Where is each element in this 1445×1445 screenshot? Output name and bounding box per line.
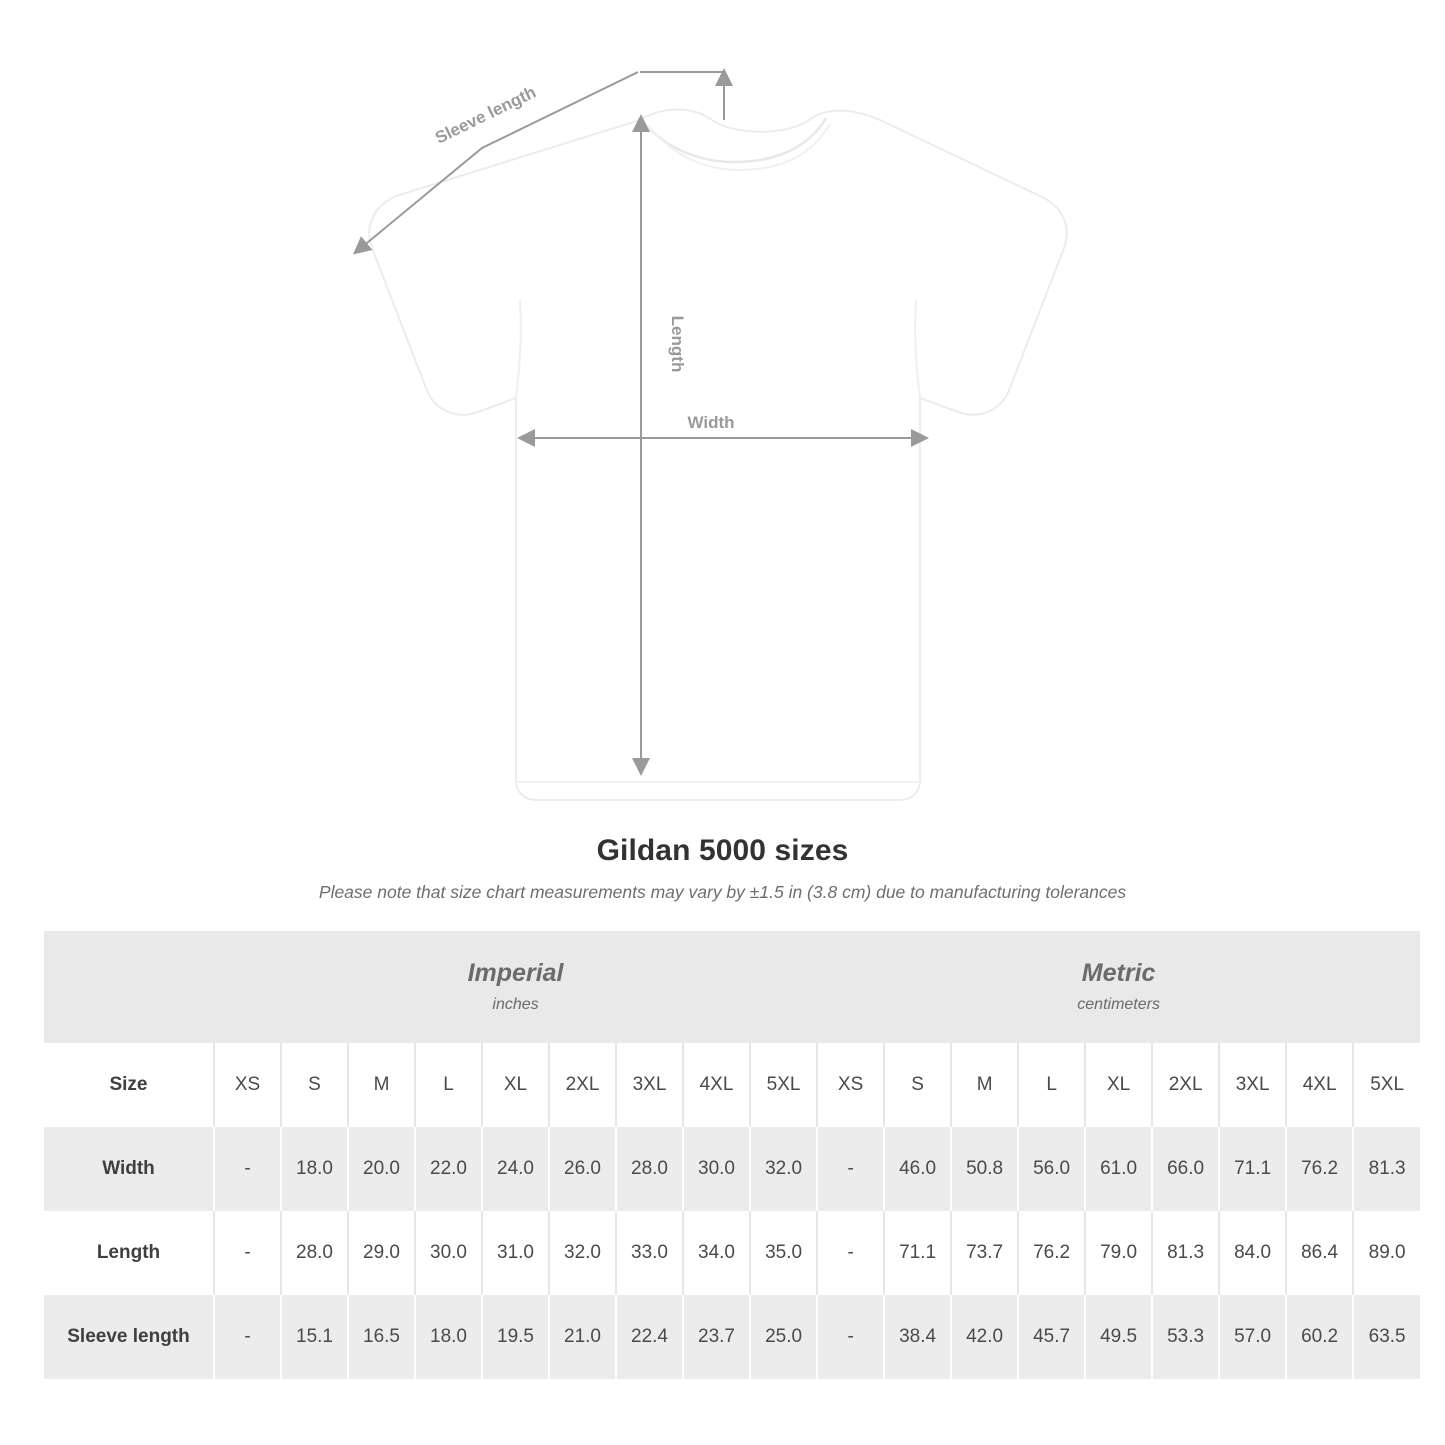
cell-width-in-s: 18.0 <box>281 1127 348 1211</box>
unit-group-imperial <box>214 931 817 1043</box>
cell-width-cm-xs: - <box>817 1127 884 1211</box>
cell-sleeve-in-m: 16.5 <box>348 1295 415 1379</box>
cell-sleeve-in-xl: 19.5 <box>482 1295 549 1379</box>
size-label-cell: Size <box>44 1043 214 1127</box>
cell-sleeve-cm-2xl: 53.3 <box>1152 1295 1219 1379</box>
row-label-width: Width <box>44 1127 214 1211</box>
cell-length-in-3xl: 33.0 <box>616 1211 683 1295</box>
length-label: Length <box>668 315 687 373</box>
cell-length-in-2xl: 32.0 <box>549 1211 616 1295</box>
cell-sleeve-cm-l: 45.7 <box>1018 1295 1085 1379</box>
cell-length-cm-5xl: 89.0 <box>1353 1211 1420 1295</box>
cell-length-in-l: 30.0 <box>415 1211 482 1295</box>
cell-width-cm-s: 46.0 <box>884 1127 951 1211</box>
cell-width-cm-m: 50.8 <box>951 1127 1018 1211</box>
chart-header <box>0 834 1445 903</box>
cell-width-in-4xl: 30.0 <box>683 1127 750 1211</box>
cell-length-in-xs: - <box>214 1211 281 1295</box>
cell-length-cm-m: 73.7 <box>951 1211 1018 1295</box>
cell-sleeve-in-5xl: 25.0 <box>750 1295 817 1379</box>
tolerance-note: Please note that size chart measurements may vary by ±1.5 in (3.8 cm) due to manufacturing tolerances <box>318 882 1127 902</box>
size-cell-imperial-4xl: 4XL <box>683 1043 750 1127</box>
cell-length-in-4xl: 34.0 <box>683 1211 750 1295</box>
size-cell-imperial-m: M <box>348 1043 415 1127</box>
unit-group-metric <box>817 931 1420 1043</box>
size-cell-metric-s: S <box>884 1043 951 1127</box>
size-cell-metric-5xl: 5XL <box>1353 1043 1420 1127</box>
table-row-width <box>44 1127 1420 1211</box>
size-chart-table <box>44 931 1420 1379</box>
cell-width-in-m: 20.0 <box>348 1127 415 1211</box>
cell-width-in-l: 22.0 <box>415 1127 482 1211</box>
cell-length-cm-2xl: 81.3 <box>1152 1211 1219 1295</box>
size-cell-imperial-5xl: 5XL <box>750 1043 817 1127</box>
cell-width-in-2xl: 26.0 <box>549 1127 616 1211</box>
cell-width-in-5xl: 32.0 <box>750 1127 817 1211</box>
cell-sleeve-cm-m: 42.0 <box>951 1295 1018 1379</box>
cell-length-cm-l: 76.2 <box>1018 1211 1085 1295</box>
cell-length-in-m: 29.0 <box>348 1211 415 1295</box>
table-row-length <box>44 1211 1420 1295</box>
cell-sleeve-cm-3xl: 57.0 <box>1219 1295 1286 1379</box>
unit-group-imperial-sub: inches <box>492 995 539 1013</box>
size-cell-metric-l: L <box>1018 1043 1085 1127</box>
table-row-sleeve-length <box>44 1295 1420 1379</box>
size-cell-metric-xs: XS <box>817 1043 884 1127</box>
cell-width-cm-3xl: 71.1 <box>1219 1127 1286 1211</box>
size-cell-imperial-l: L <box>415 1043 482 1127</box>
cell-length-cm-xl: 79.0 <box>1085 1211 1152 1295</box>
size-cell-imperial-3xl: 3XL <box>616 1043 683 1127</box>
size-cell-metric-2xl: 2XL <box>1152 1043 1219 1127</box>
unit-group-metric-sub: centimeters <box>1077 995 1160 1013</box>
cell-length-in-s: 28.0 <box>281 1211 348 1295</box>
cell-length-cm-3xl: 84.0 <box>1219 1211 1286 1295</box>
unit-group-metric-name: Metric <box>1081 959 1156 988</box>
cell-length-in-xl: 31.0 <box>482 1211 549 1295</box>
cell-sleeve-in-l: 18.0 <box>415 1295 482 1379</box>
cell-sleeve-cm-xl: 49.5 <box>1085 1295 1152 1379</box>
cell-width-cm-2xl: 66.0 <box>1152 1127 1219 1211</box>
cell-width-cm-xl: 61.0 <box>1085 1127 1152 1211</box>
cell-sleeve-in-2xl: 21.0 <box>549 1295 616 1379</box>
cell-width-in-3xl: 28.0 <box>616 1127 683 1211</box>
cell-length-cm-xs: - <box>817 1211 884 1295</box>
cell-sleeve-cm-xs: - <box>817 1295 884 1379</box>
row-label-sleeve-length: Sleeve length <box>44 1295 214 1379</box>
cell-sleeve-in-xs: - <box>214 1295 281 1379</box>
size-cell-metric-xl: XL <box>1085 1043 1152 1127</box>
cell-width-in-xs: - <box>214 1127 281 1211</box>
cell-sleeve-in-4xl: 23.7 <box>683 1295 750 1379</box>
width-label: Width <box>687 413 735 432</box>
cell-sleeve-cm-4xl: 60.2 <box>1286 1295 1353 1379</box>
size-cell-imperial-xs: XS <box>214 1043 281 1127</box>
unit-header-row <box>44 931 1420 1043</box>
cell-width-cm-4xl: 76.2 <box>1286 1127 1353 1211</box>
sleeve-length-label: Sleeve length <box>432 82 540 148</box>
page-title: Gildan 5000 sizes <box>596 834 849 867</box>
size-cell-imperial-2xl: 2XL <box>549 1043 616 1127</box>
cell-width-cm-l: 56.0 <box>1018 1127 1085 1211</box>
size-cell-metric-3xl: 3XL <box>1219 1043 1286 1127</box>
cell-width-in-xl: 24.0 <box>482 1127 549 1211</box>
cell-length-cm-4xl: 86.4 <box>1286 1211 1353 1295</box>
cell-length-cm-s: 71.1 <box>884 1211 951 1295</box>
unit-header-spacer <box>44 931 214 1043</box>
cell-length-in-5xl: 35.0 <box>750 1211 817 1295</box>
size-cell-imperial-s: S <box>281 1043 348 1127</box>
row-label-length: Length <box>44 1211 214 1295</box>
size-cell-metric-m: M <box>951 1043 1018 1127</box>
cell-sleeve-in-s: 15.1 <box>281 1295 348 1379</box>
cell-sleeve-cm-5xl: 63.5 <box>1353 1295 1420 1379</box>
unit-group-imperial-name: Imperial <box>467 959 564 988</box>
cell-width-cm-5xl: 81.3 <box>1353 1127 1420 1211</box>
cell-sleeve-cm-s: 38.4 <box>884 1295 951 1379</box>
size-table-wrap <box>44 931 1406 1379</box>
size-header-row <box>44 1043 1420 1127</box>
size-cell-metric-4xl: 4XL <box>1286 1043 1353 1127</box>
size-cell-imperial-xl: XL <box>482 1043 549 1127</box>
cell-sleeve-in-3xl: 22.4 <box>616 1295 683 1379</box>
tshirt-shape <box>369 109 1066 800</box>
